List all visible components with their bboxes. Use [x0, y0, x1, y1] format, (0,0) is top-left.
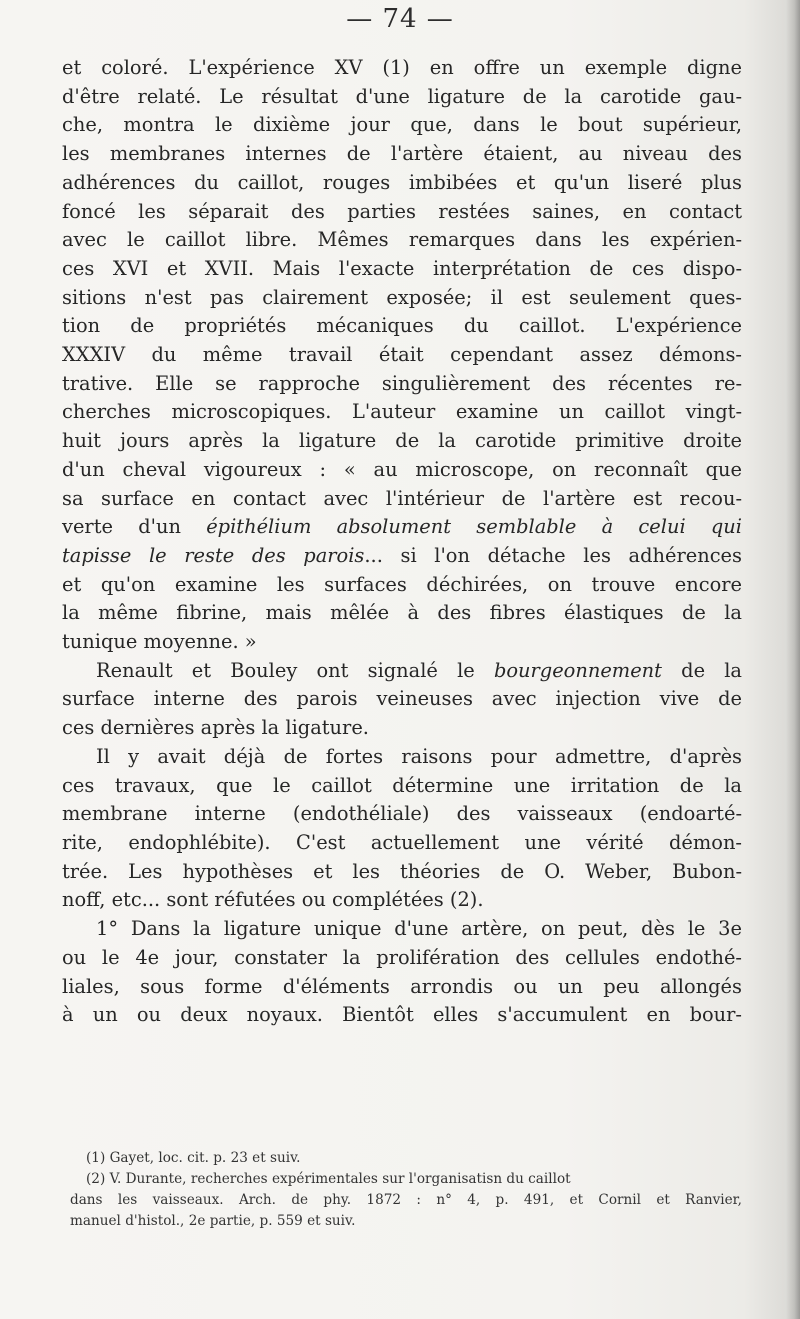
- text-line-17: [62, 513, 742, 542]
- text-line-24: ces dernières après la ligature.: [62, 716, 369, 740]
- text-line-15: d'un cheval vigoureux : « au microscope, on reconnaît que: [62, 457, 742, 481]
- text-line-12: trative. Elle se rapproche singulièrement des récentes re-: [62, 371, 742, 395]
- text-line-18-italic: tapisse le reste des parois: [62, 543, 365, 567]
- body-text: [62, 54, 742, 1030]
- text-line-25: Il y avait déjà de fortes raisons pour admettre, d'après: [96, 744, 742, 768]
- footnotes: [70, 1148, 742, 1232]
- text-line-6: foncé les séparait des parties restées saines, en contact: [62, 199, 742, 223]
- text-line-11: XXXIV du même travail était cependant assez démons-: [62, 343, 742, 367]
- text-line-20: la même fibrine, mais mêlée à des fibres élastiques de la: [62, 601, 742, 625]
- text-line-3: che, montra le dixième jour que, dans le bout supérieur,: [62, 113, 742, 137]
- text-line-34: à un ou deux noyaux. Bientôt elles s'accumulent en bour-: [62, 1003, 742, 1027]
- text-line-31: 1° Dans la ligature unique d'une artère, on peut, dès le 3e: [96, 917, 742, 941]
- text-line-22-italic: bourgeonnement: [493, 658, 662, 682]
- text-line-30: noff, etc... sont réfutées ou complétées (2).: [62, 888, 484, 912]
- footnote-2: (2) V. Durante, recherches expérimentales sur l'organisatisn du caillot: [86, 1171, 571, 1187]
- text-line-4: les membranes internes de l'artère étaient, au niveau des: [62, 142, 742, 166]
- text-line-29: trée. Les hypothèses et les théories de O. Weber, Bubon-: [62, 859, 742, 883]
- text-line-18: [62, 542, 742, 571]
- text-line-17-italic: épithélium absolument semblable à celui qui: [206, 515, 743, 539]
- text-line-27: membrane interne (endothéliale) des vaisseaux (endoarté-: [62, 802, 742, 826]
- text-line-22-suffix: de la: [661, 658, 742, 682]
- footnote-1: (1) Gayet, loc. cit. p. 23 et suiv.: [86, 1150, 301, 1166]
- page-edge-shadow: [786, 0, 800, 1319]
- text-line-5: adhérences du caillot, rouges imbibées et qu'un liseré plus: [62, 170, 742, 194]
- text-line-16: sa surface en contact avec l'intérieur de l'artère est recou-: [62, 486, 742, 510]
- page-number: — 74 —: [346, 4, 454, 34]
- text-line-22: [62, 657, 742, 686]
- text-line-2: d'être relaté. Le résultat d'une ligature de la carotide gau-: [62, 84, 742, 108]
- text-line-9: sitions n'est pas clairement exposée; il est seulement ques-: [62, 285, 742, 309]
- text-line-28: rite, endophlébite). C'est actuellement une vérité démon-: [62, 830, 742, 854]
- text-line-18-suffix: ... si l'on détache les adhérences: [364, 543, 742, 567]
- text-line-32: ou le 4e jour, constater la prolifération des cellules endothé-: [62, 945, 742, 969]
- text-line-19: et qu'on examine les surfaces déchirées, on trouve encore: [62, 572, 742, 596]
- text-line-8: ces XVI et XVII. Mais l'exacte interprétation de ces dispo-: [62, 256, 742, 280]
- footnote-2-continued-end: manuel d'histol., 2e partie, p. 559 et suiv.: [70, 1213, 356, 1229]
- text-line-22-prefix: Renault et Bouley ont signalé le: [96, 658, 494, 682]
- text-line-14: huit jours après la ligature de la carotide primitive droite: [62, 429, 742, 453]
- text-line-23: surface interne des parois veineuses avec injection vive de: [62, 687, 742, 711]
- text-line-10: tion de propriétés mécaniques du caillot. L'expérience: [62, 314, 742, 338]
- footnote-2-continued: dans les vaisseaux. Arch. de phy. 1872 : n° 4, p. 491, et Cornil et Ranvier,: [70, 1192, 742, 1208]
- text-line-33: liales, sous forme d'éléments arrondis ou un peu allongés: [62, 974, 742, 998]
- text-line-1: et coloré. L'expérience XV (1) en offre un exemple digne: [62, 56, 742, 79]
- text-line-17-prefix: verte d'un: [62, 515, 207, 539]
- text-line-7: avec le caillot libre. Mêmes remarques dans les expérien-: [62, 228, 742, 252]
- text-line-26: ces travaux, que le caillot détermine une irritation de la: [62, 773, 742, 797]
- text-line-13: cherches microscopiques. L'auteur examine un caillot vingt-: [62, 400, 742, 424]
- text-line-21: tunique moyenne. »: [62, 630, 257, 654]
